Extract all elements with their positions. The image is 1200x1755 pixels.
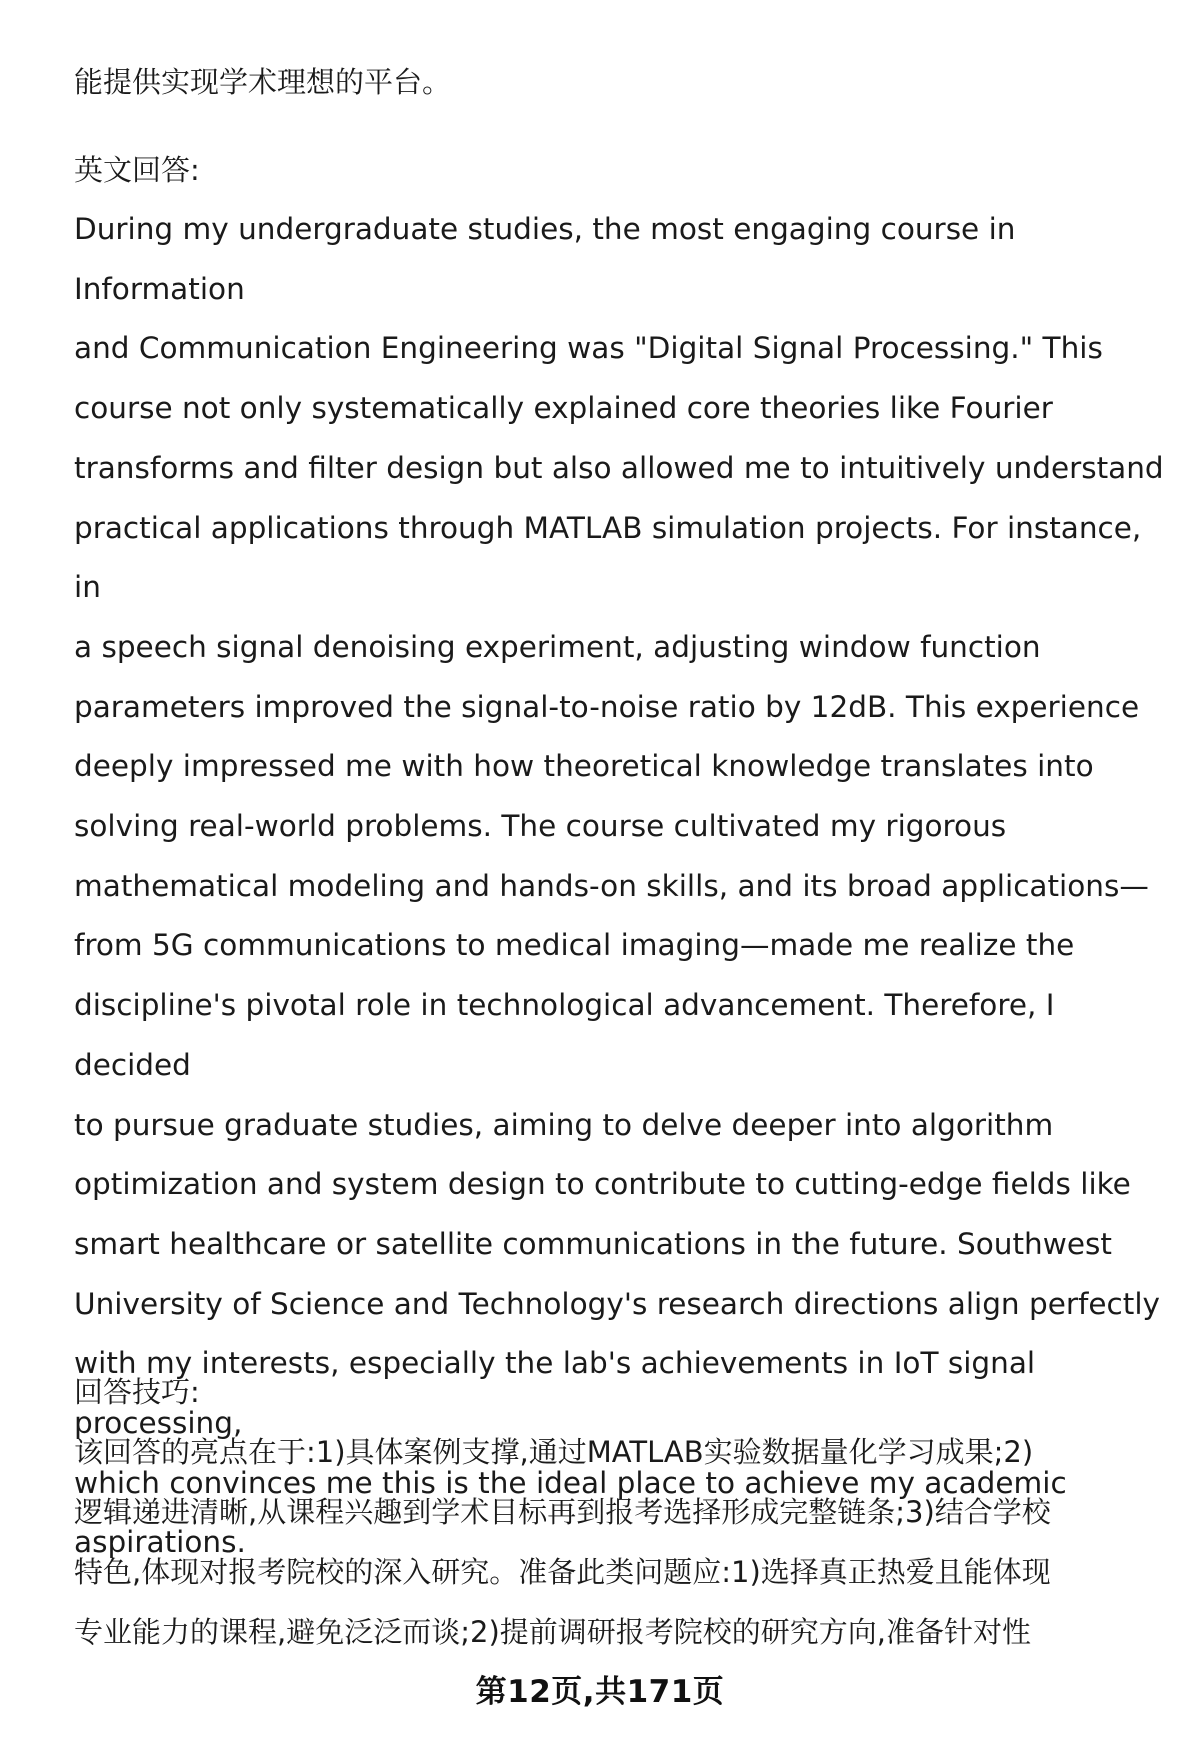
tips-heading: 回答技巧: xyxy=(74,1375,200,1409)
english-answer-line: which convinces me this is the ideal place to achieve my academic xyxy=(74,1465,1067,1500)
english-answer-line: optimization and system design to contribute to cutting-edge fields like xyxy=(74,1167,1131,1202)
page-number-footer: 第12页,共171页 xyxy=(475,1674,725,1710)
english-answer-line: to pursue graduate studies, aiming to delve deeper into algorithm xyxy=(74,1107,1054,1142)
english-answer-line: and Communication Engineering was "Digital Signal Processing." This xyxy=(74,331,1103,366)
english-answer-line: deeply impressed me with how theoretical knowledge translates into xyxy=(74,749,1094,784)
english-answer-line: During my undergraduate studies, the most engaging course in Information xyxy=(74,212,1016,306)
tips-line: 逻辑递进清晰,从课程兴趣到学术目标再到报考选择形成完整链条;3)结合学校 xyxy=(74,1495,1051,1529)
english-answer-line: from 5G communications to medical imaging—made me realize the xyxy=(74,928,1075,963)
tips-line: 特色,体现对报考院校的深入研究。准备此类问题应:1)选择真正热爱且能体现 xyxy=(74,1555,1051,1589)
english-answer-line: University of Science and Technology's research directions align perfectly xyxy=(74,1286,1160,1321)
english-answer-line: practical applications through MATLAB simulation projects. For instance, in xyxy=(74,510,1142,605)
english-answer-line: transforms and filter design but also allowed me to intuitively understand xyxy=(74,450,1164,485)
tips-line: 专业能力的课程,避免泛泛而谈;2)提前调研报考院校的研究方向,准备针对性 xyxy=(74,1615,1031,1649)
intro-line: 能提供实现学术理想的平台。 xyxy=(74,65,452,99)
english-answer-line: a speech signal denoising experiment, adjusting window function xyxy=(74,629,1041,664)
english-answer-line: solving real-world problems. The course cultivated my rigorous xyxy=(74,809,1007,844)
tips-paragraph xyxy=(74,1422,1164,1662)
tips-line: 该回答的亮点在于:1)具体案例支撑,通过MATLAB实验数据量化学习成果;2) xyxy=(74,1435,1034,1469)
english-answer-line: with my interests, especially the lab's achievements in IoT signal processing, xyxy=(74,1346,1036,1441)
english-answer-paragraph xyxy=(74,200,1164,1573)
english-answer-heading: 英文回答: xyxy=(74,153,200,187)
english-answer-line: parameters improved the signal-to-noise ratio by 12dB. This experience xyxy=(74,689,1140,724)
english-answer-line: mathematical modeling and hands-on skills, and its broad applications— xyxy=(74,868,1149,903)
english-answer-line: discipline's pivotal role in technological advancement. Therefore, I decided xyxy=(74,988,1055,1082)
english-answer-line: aspirations. xyxy=(74,1525,246,1560)
english-answer-line: smart healthcare or satellite communications in the future. Southwest xyxy=(74,1226,1112,1261)
document-page xyxy=(74,0,1164,1755)
english-answer-line: course not only systematically explained core theories like Fourier xyxy=(74,391,1053,426)
